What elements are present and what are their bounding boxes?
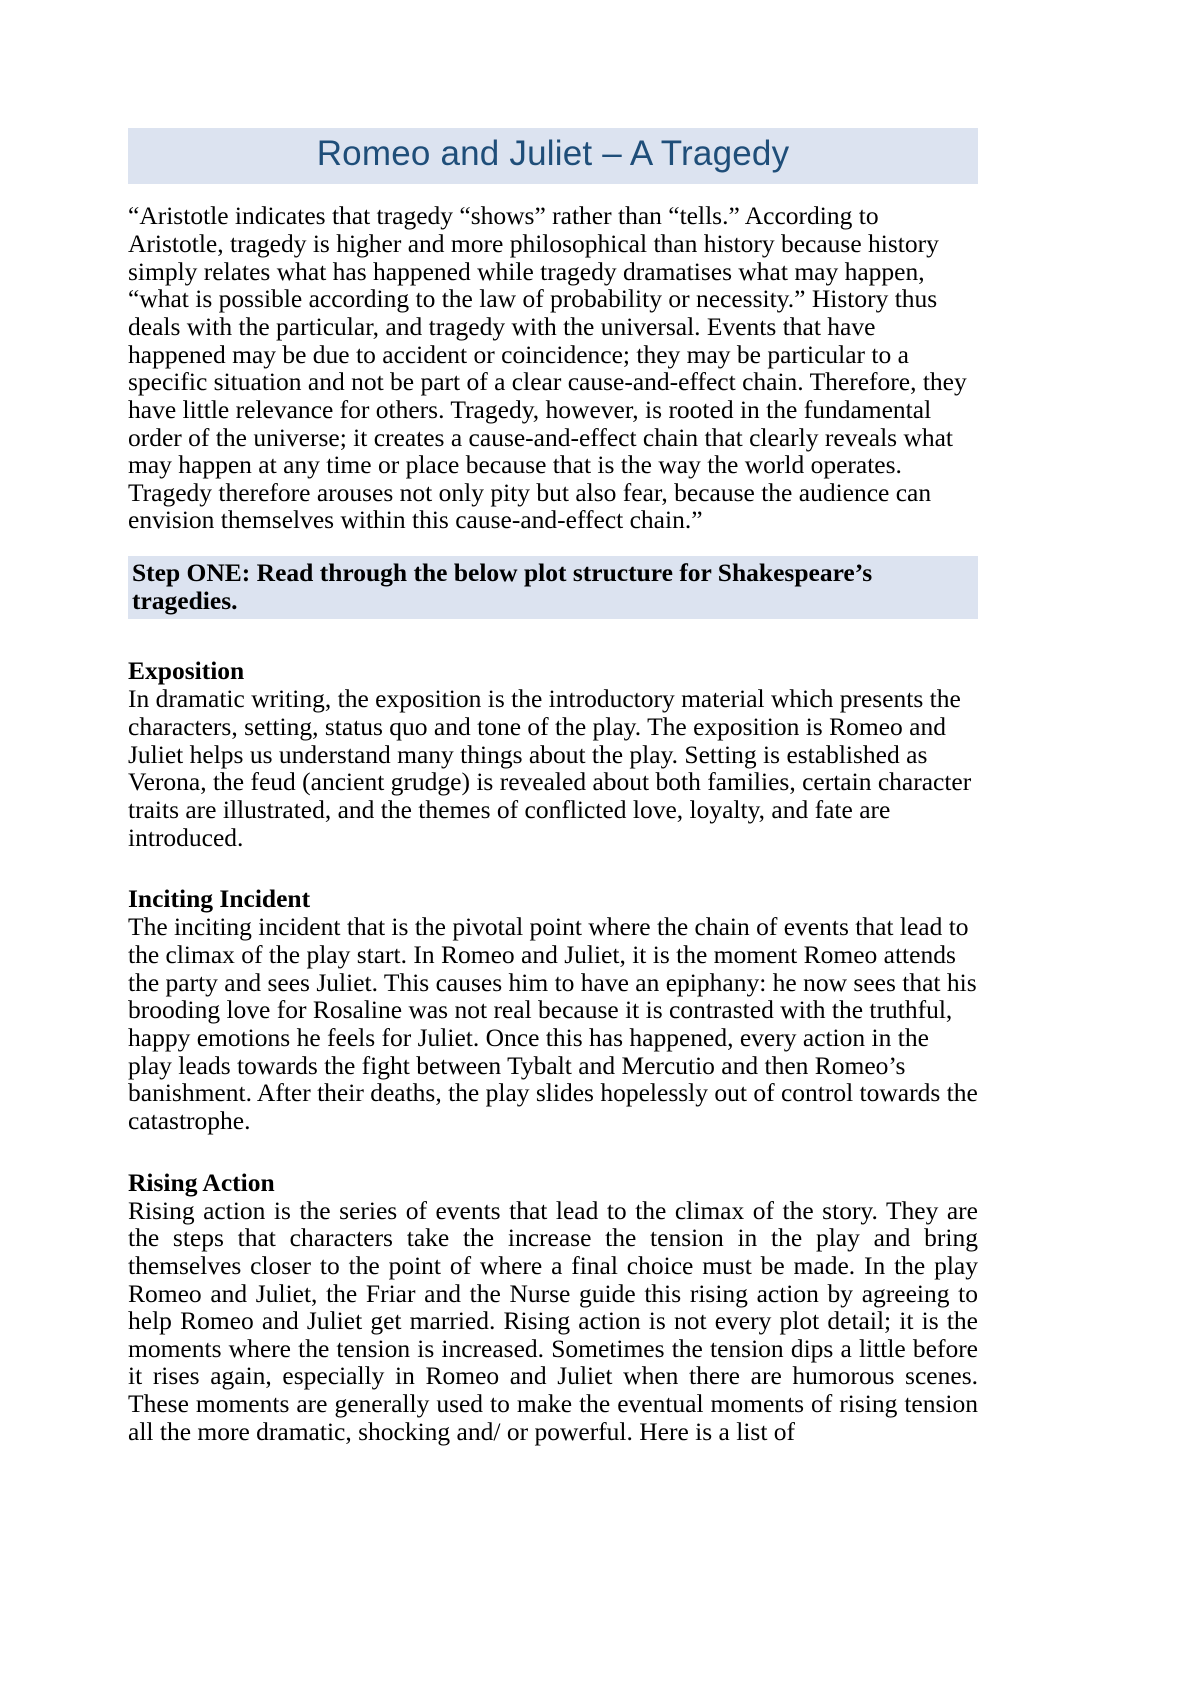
section-exposition <box>128 657 978 851</box>
page-title: Romeo and Juliet – A Tragedy <box>316 134 790 173</box>
document-title-banner <box>128 128 978 184</box>
section-body-exposition: In dramatic writing, the exposition is the introductory material which presents the characters, setting, status quo and tone of the play. The exposition is Romeo and Juliet helps us understand many things about the play. Setting is established as Verona, the feud (ancient grudge) is revealed about both families, certain character traits are illustrated, and the themes of conflicted love, loyalty, and fate are introduced. <box>128 684 972 852</box>
section-heading-inciting-incident: Inciting Incident <box>128 884 311 914</box>
section-rising-action <box>128 1169 978 1446</box>
step-one-callout: Step ONE: Read through the below plot structure for Shakespeare’s tragedies. <box>128 556 978 619</box>
section-inciting-incident <box>128 885 978 1134</box>
intro-paragraph: “Aristotle indicates that tragedy “shows” rather than “tells.” According to Aristotle, tragedy is higher and more philosophical than history because history simply relates what has happened while tragedy dramatises what may happen, “what is possible according to the law of probability or necessity.” History thus deals with the particular, and tragedy with the universal. Events that have happened may be due to accident or coincidence; they may be particular to a specific situation and not be part of a clear cause-and-effect chain. Therefore, they have little relevance for others. Tragedy, however, is rooted in the fundamental order of the universe; it creates a cause-and-effect chain that clearly reveals what may happen at any time or place because that is the way the world operates. Tragedy therefore arouses not only pity but also fear, because the audience can envision themselves within this cause-and-effect chain.” <box>128 201 967 535</box>
section-heading-rising-action: Rising Action <box>128 1167 275 1197</box>
section-heading-exposition: Exposition <box>128 656 245 686</box>
section-body-rising-action: Rising action is the series of events that lead to the climax of the story. They are the steps that characters take the increase the tension in the play and bring themselves closer to the point of where a final choice must be made. In the play Romeo and Juliet, the Friar and the Nurse guide this rising action by agreeing to help Romeo and Juliet get married. Rising action is not every plot detail; it is the moments where the tension is increased. Sometimes the tension dips a little before it rises again, especially in Romeo and Juliet when there are humorous scenes. These moments are generally used to make the eventual moments of rising tension all the more dramatic, shocking and/ or powerful. Here is a list of <box>128 1195 978 1446</box>
section-body-inciting-incident: The inciting incident that is the pivotal point where the chain of events that lead to the climax of the play start. In Romeo and Juliet, it is the moment Romeo attends the party and sees Juliet. This causes him to have an epiphany: he now sees that his brooding love for Rosaline was not real because it is contrasted with the truthful, happy emotions he feels for Juliet. Once this has happened, every action in the play leads towards the fight between Tybalt and Mercutio and then Romeo’s banishment. After their deaths, the play slides hopelessly out of control towards the catastrophe. <box>128 912 978 1135</box>
document-content-column <box>128 128 978 1445</box>
